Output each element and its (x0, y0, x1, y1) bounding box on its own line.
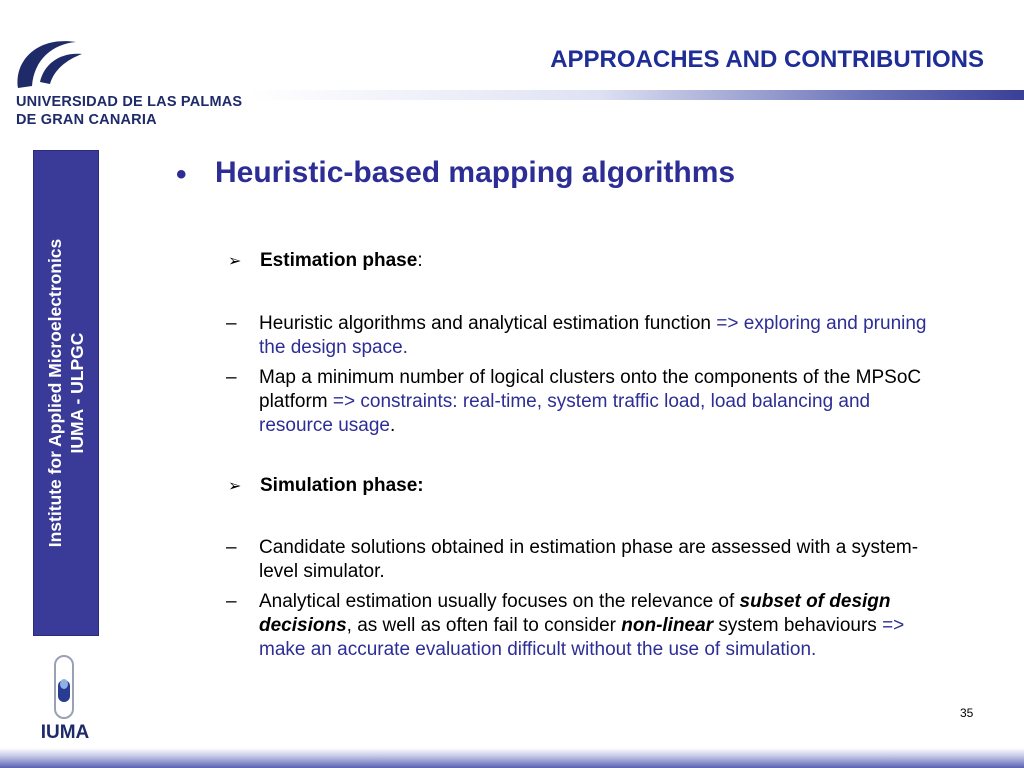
estimation-phase-colon: : (417, 250, 423, 271)
text-run: Map a minimum number of logical clusters onto the components of the MPSoC platform (259, 367, 922, 412)
arrow-bullet-icon: ➢ (228, 253, 242, 270)
university-name-line2: DE GRAN CANARIA (16, 112, 157, 128)
main-heading: Heuristic-based mapping algorithms (215, 156, 736, 189)
main-bullet: • (176, 158, 187, 191)
list-item (226, 366, 946, 438)
simulation-phase-label: Simulation phase: (260, 475, 424, 496)
institute-sidebar (33, 150, 99, 636)
page-number: 35 (960, 706, 974, 720)
dash-bullet: – (226, 313, 237, 334)
institute-label (44, 239, 88, 548)
slide-title: APPROACHES AND CONTRIBUTIONS (550, 46, 984, 73)
estimation-phase-heading (228, 250, 423, 272)
dash-bullet: – (226, 367, 237, 388)
institute-name: Institute for Applied Microelectronics (45, 238, 65, 548)
highlight-text: => constraints: real-time, system traffic load, load balancing and resource usage (259, 391, 871, 436)
text-run: Analytical estimation usually focuses on the relevance of (259, 591, 740, 612)
list-item-text (259, 312, 946, 360)
text-run: Heuristic algorithms and analytical estimation function (259, 313, 717, 334)
text-run: , as well as often fail to consider (346, 615, 622, 636)
list-item-text (259, 590, 946, 662)
university-logo (6, 30, 243, 130)
university-emblem-icon (10, 30, 90, 100)
iuma-logo (30, 652, 100, 744)
estimation-phase-label: Estimation phase (260, 250, 418, 271)
simulation-phase-heading (228, 475, 424, 497)
list-item-text: Candidate solutions obtained in estimation phase are assessed with a system-level simulator. (259, 537, 919, 582)
iuma-emblem-icon (30, 652, 100, 722)
highlight-text: => make an accurate evaluation difficult without the use of simulation. (259, 615, 905, 660)
dash-bullet: – (226, 591, 237, 612)
emphasis-text: subset of design decisions (259, 591, 891, 636)
list-item (226, 590, 946, 662)
dash-bullet: – (226, 537, 237, 558)
title-underline (248, 90, 1024, 100)
text-run: . (389, 415, 396, 436)
iuma-logo-text: IUMA (40, 722, 90, 743)
footer-band (0, 748, 1024, 768)
text-run: system behaviours (713, 615, 883, 636)
institute-acronym: IUMA - ULPGC (67, 332, 87, 454)
list-item-text (259, 366, 946, 438)
university-name-line1: UNIVERSIDAD DE LAS PALMAS (16, 94, 243, 110)
list-item (226, 312, 946, 360)
emphasis-text: non-linear (621, 615, 714, 636)
arrow-bullet-icon: ➢ (228, 478, 242, 495)
highlight-text: => exploring and pruning the design space. (259, 313, 927, 358)
list-item (226, 536, 946, 584)
